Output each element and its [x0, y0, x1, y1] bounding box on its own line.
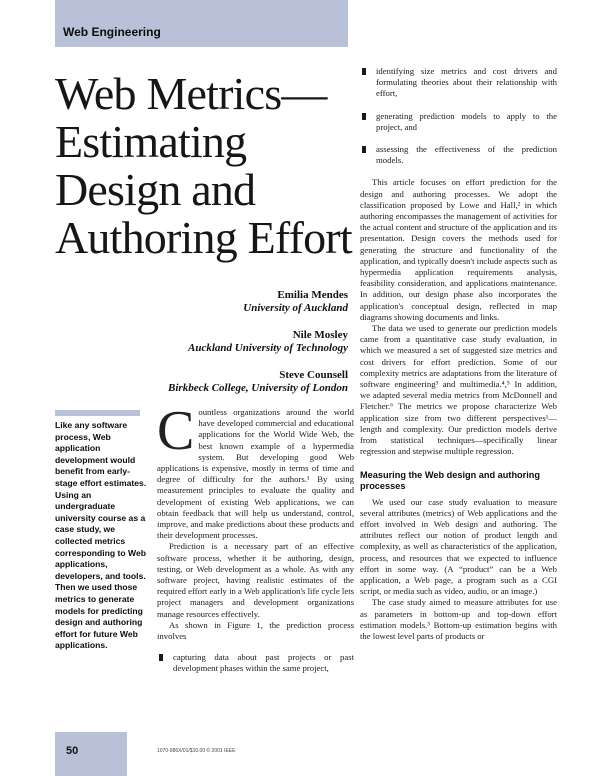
- title-line: Estimating: [55, 116, 247, 167]
- page-number: 50: [66, 745, 79, 757]
- body-column-left: [157, 400, 354, 683]
- body-paragraph: The data we used to generate our prediction models came from a quantitative case study evaluation, in which we measured a set of suggested size metrics and cost drivers for effort prediction. Some of our complexity metrics are adaptations from the literature of software engineering³ and multimedia.⁴,⁵ In addition, we adapted several media metrics from McDonnell and Fletcher.⁶ The metrics we propose characterize Web application size from two different perspectives¹—length and complexity. Our prediction models derive from statistical techniques—specifically linear regression and stepwise multiple regression.: [360, 323, 557, 457]
- paragraph-text: ountless organizations around the world have developed commercial and educational applications for the World Wide Web, the best known example of a hypermedia system. But developing good Web applications is expensive, mostly in terms of time and degree of difficulty for the authors.¹ By using measurement principles to evaluate the quality and development of existing Web applications, we can obtain feedback that will help us understand, control, improve, and make predictions about these products and their development processes.: [157, 407, 354, 541]
- bullet-item: [157, 652, 354, 674]
- bullet-list: [360, 66, 557, 166]
- title-line: Design and: [55, 164, 256, 215]
- author: [48, 289, 348, 315]
- body-paragraph: The case study aimed to measure attributes for use as parameters in bottom-up and top-down effort estimation models.³ Bottom-up estimation begins with the lowest level parts of products or: [360, 597, 557, 641]
- abstract-accent-bar: [55, 410, 140, 416]
- author-block: [48, 289, 348, 409]
- author-affiliation: Auckland University of Technology: [187, 342, 348, 354]
- bullet-square-icon: [362, 113, 366, 120]
- bullet-list: [157, 652, 354, 674]
- body-column-right: [360, 66, 557, 642]
- body-paragraph: Prediction is a necessary part of an effective software process, whether it be authoring, design, testing, or Web development as a whole. As with any software project, having realistic estimates of the required effort early in a Web application's life cycle lets project managers and development organizations manage resources effectively.: [157, 541, 354, 619]
- abstract-text: Like any software process, Web application development would benefit from early-stage effort estimates. Using an undergraduate university course as a case study, we collected metrics corresponding to Web applications, developers, and tools. Then we used those metrics to generate models for predicting design and authoring effort for future Web applications.: [55, 420, 147, 651]
- bullet-item: [360, 144, 557, 166]
- author: [48, 369, 348, 395]
- author-name: Steve Counsell: [279, 369, 348, 381]
- bullet-square-icon: [362, 68, 366, 75]
- bullet-text: generating prediction models to apply to the project, and: [376, 110, 557, 132]
- author-affiliation: University of Auckland: [243, 302, 348, 314]
- section-heading: Measuring the Web design and authoring processes: [360, 469, 541, 491]
- bullet-text: identifying size metrics and cost drivers and formulating theories about their relationship with effort,: [376, 66, 557, 99]
- bullet-square-icon: [362, 146, 366, 153]
- bullet-item: [360, 111, 557, 133]
- section-label: Web Engineering: [63, 25, 161, 39]
- drop-cap: C: [157, 400, 195, 462]
- body-paragraph: [157, 400, 354, 541]
- body-paragraph: As shown in Figure 1, the prediction process involves: [157, 619, 354, 642]
- bullet-square-icon: [159, 654, 163, 661]
- bullet-text: assessing the effectiveness of the prediction models.: [376, 144, 557, 166]
- title-line: Web Metrics—: [55, 68, 327, 119]
- copyright-code: 1070-986X/01/$10.00 © 2001 IEEE: [157, 748, 236, 754]
- section-header-bar: [55, 0, 348, 47]
- author-name: Nile Mosley: [292, 329, 348, 341]
- author-name: Emilia Mendes: [277, 289, 348, 301]
- article-title: [55, 70, 355, 262]
- author-affiliation: Birkbeck College, University of London: [168, 382, 348, 394]
- body-paragraph: We used our case study evaluation to measure several attributes (metrics) of Web applications and the effort involved in Web design and authoring. The attributes reflect our notion of product length and complexity, as well as characteristics of the application, process, and resources that we expected to influence effort in some way. (A “product” can be a Web application, a Web page, a program such as a CGI script, or media such as video, audio, or an image.): [360, 496, 557, 597]
- body-paragraph: This article focuses on effort prediction for the design and authoring processes. We adopt the classification proposed by Lowe and Hall,² in which authoring encompasses the management of activities for the actual content and structure of the application and its presentation. Design covers the methods used for generating the structure and functionality of the application, and typically doesn't include aspects such as hypermedia application requirements analysis, feasibility consideration, and applications maintenance. In addition, our design phase also incorporates the application's conceptual design, reflected in map diagrams showing documents and links.: [360, 177, 557, 322]
- author: [48, 329, 348, 355]
- bullet-text: capturing data about past projects or past development phases within the same project,: [173, 652, 354, 674]
- title-line: Authoring Effort: [55, 212, 352, 263]
- bullet-item: [360, 66, 557, 100]
